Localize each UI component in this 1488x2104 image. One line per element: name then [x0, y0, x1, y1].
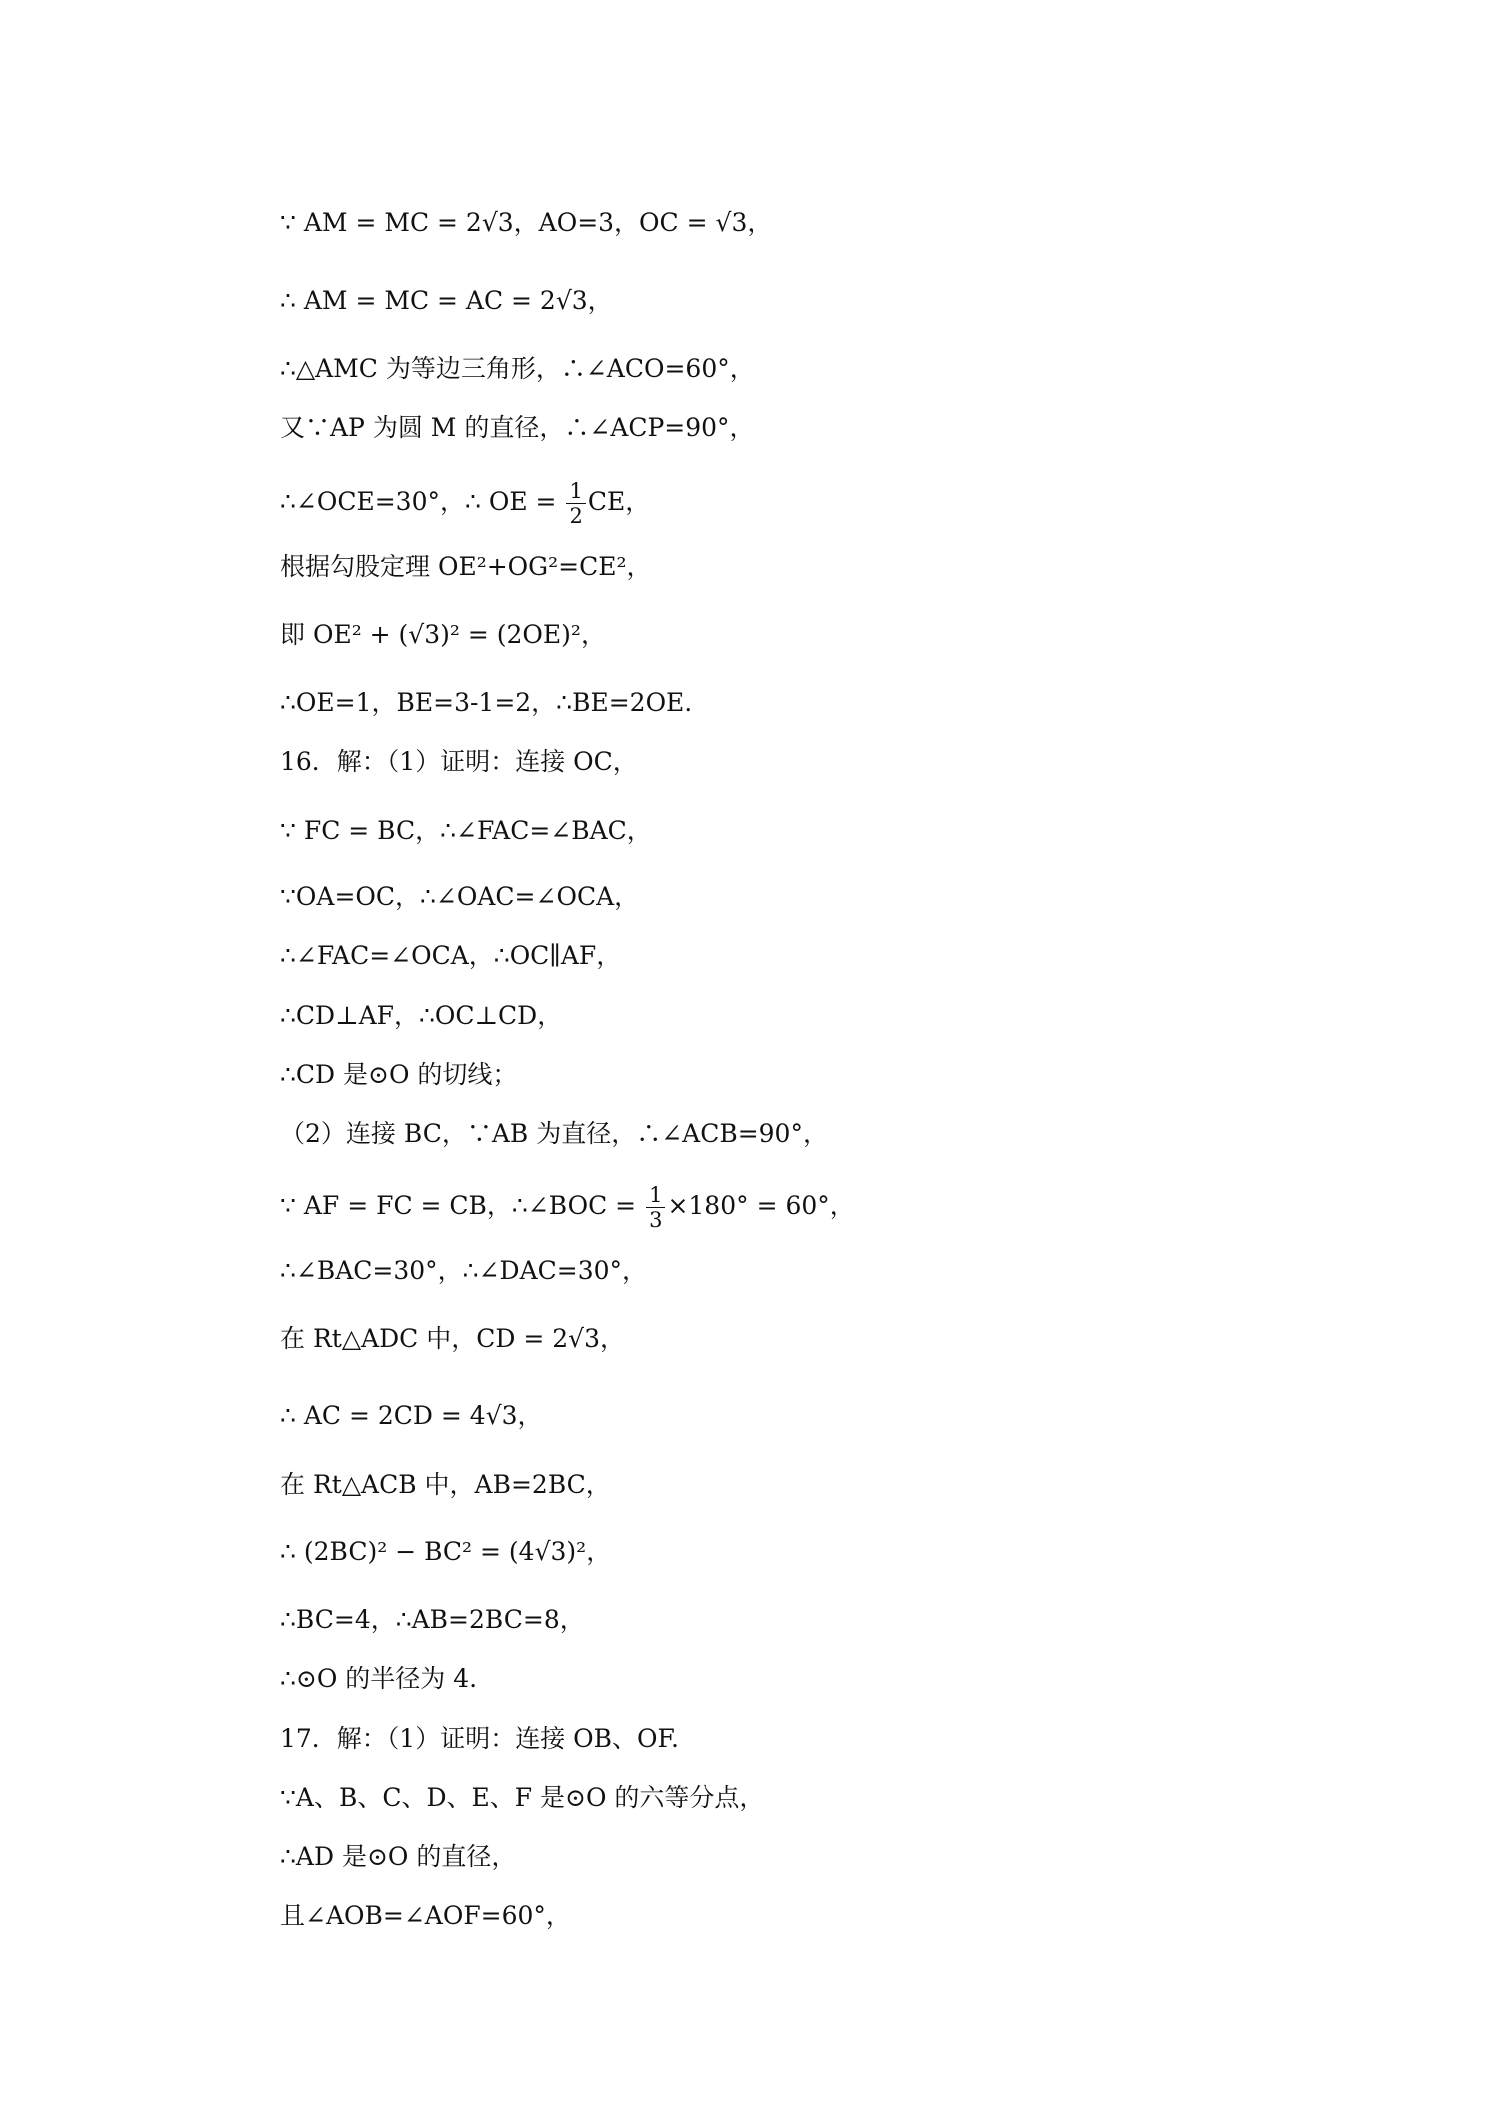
text-line: 且∠AOB=∠AOF=60°， [280, 1901, 571, 1930]
text-line: 又∵AP 为圆 M 的直径，∴∠ACP=90°， [280, 413, 755, 442]
text-line: ∵OA=OC，∴∠OAC=∠OCA， [280, 882, 640, 911]
text-line: ∴AD 是⊙O 的直径， [280, 1842, 517, 1871]
text-line: ∵ AM = MC = 2√3，AO=3，OC = √3， [280, 208, 773, 237]
text-line: ∴△AMC 为等边三角形，∴∠ACO=60°， [280, 354, 755, 383]
fraction-denominator: 2 [569, 504, 583, 528]
text-line-with-fraction [280, 479, 1368, 528]
line-prefix: ∵ AF = FC = CB，∴∠BOC = [280, 1191, 645, 1220]
text-line: （2）连接 BC，∵AB 为直径，∴∠ACB=90°， [280, 1119, 828, 1148]
line-suffix: CE， [587, 487, 651, 516]
text-line: 根据勾股定理 OE²+OG²=CE²， [280, 552, 652, 581]
text-line: ∵A、B、C、D、E、F 是⊙O 的六等分点， [280, 1783, 765, 1812]
section-heading: 17．解：（1）证明：连接 OB、OF. [280, 1724, 679, 1753]
text-line: ∴∠FAC=∠OCA，∴OC∥AF， [280, 941, 622, 970]
text-line: ∴OE=1，BE=3-1=2，∴BE=2OE. [280, 688, 693, 717]
text-line: ∴ AM = MC = AC = 2√3， [280, 286, 613, 315]
section-heading: 16．解：（1）证明：连接 OC， [280, 747, 638, 776]
text-line: ∴CD⊥AF，∴OC⊥CD， [280, 1001, 563, 1030]
text-line: ∵ FC = BC，∴∠FAC=∠BAC， [280, 816, 652, 845]
text-line: 在 Rt△ADC 中，CD = 2√3， [280, 1324, 625, 1353]
text-line: ∴ AC = 2CD = 4√3， [280, 1401, 543, 1430]
fraction-one-half [566, 479, 585, 528]
text-line-with-fraction [280, 1183, 1368, 1232]
fraction-denominator: 3 [649, 1208, 663, 1232]
line-suffix: ×180° = 60°， [667, 1191, 855, 1220]
fraction-numerator: 1 [646, 1183, 665, 1208]
text-line: ∴ (2BC)² − BC² = (4√3)²， [280, 1537, 612, 1566]
text-line: ∴⊙O 的半径为 4. [280, 1664, 478, 1693]
fraction-numerator: 1 [566, 479, 585, 504]
line-prefix: ∴∠OCE=30°，∴ OE = [280, 487, 565, 516]
fraction-one-third [646, 1183, 665, 1232]
text-line: 即 OE² + (√3)² = (2OE)²， [280, 620, 606, 649]
text-line: ∴BC=4，∴AB=2BC=8， [280, 1605, 585, 1634]
text-line: ∴∠BAC=30°，∴∠DAC=30°， [280, 1256, 648, 1285]
text-line: ∴CD 是⊙O 的切线； [280, 1060, 518, 1089]
text-line: 在 Rt△ACB 中，AB=2BC， [280, 1470, 611, 1499]
